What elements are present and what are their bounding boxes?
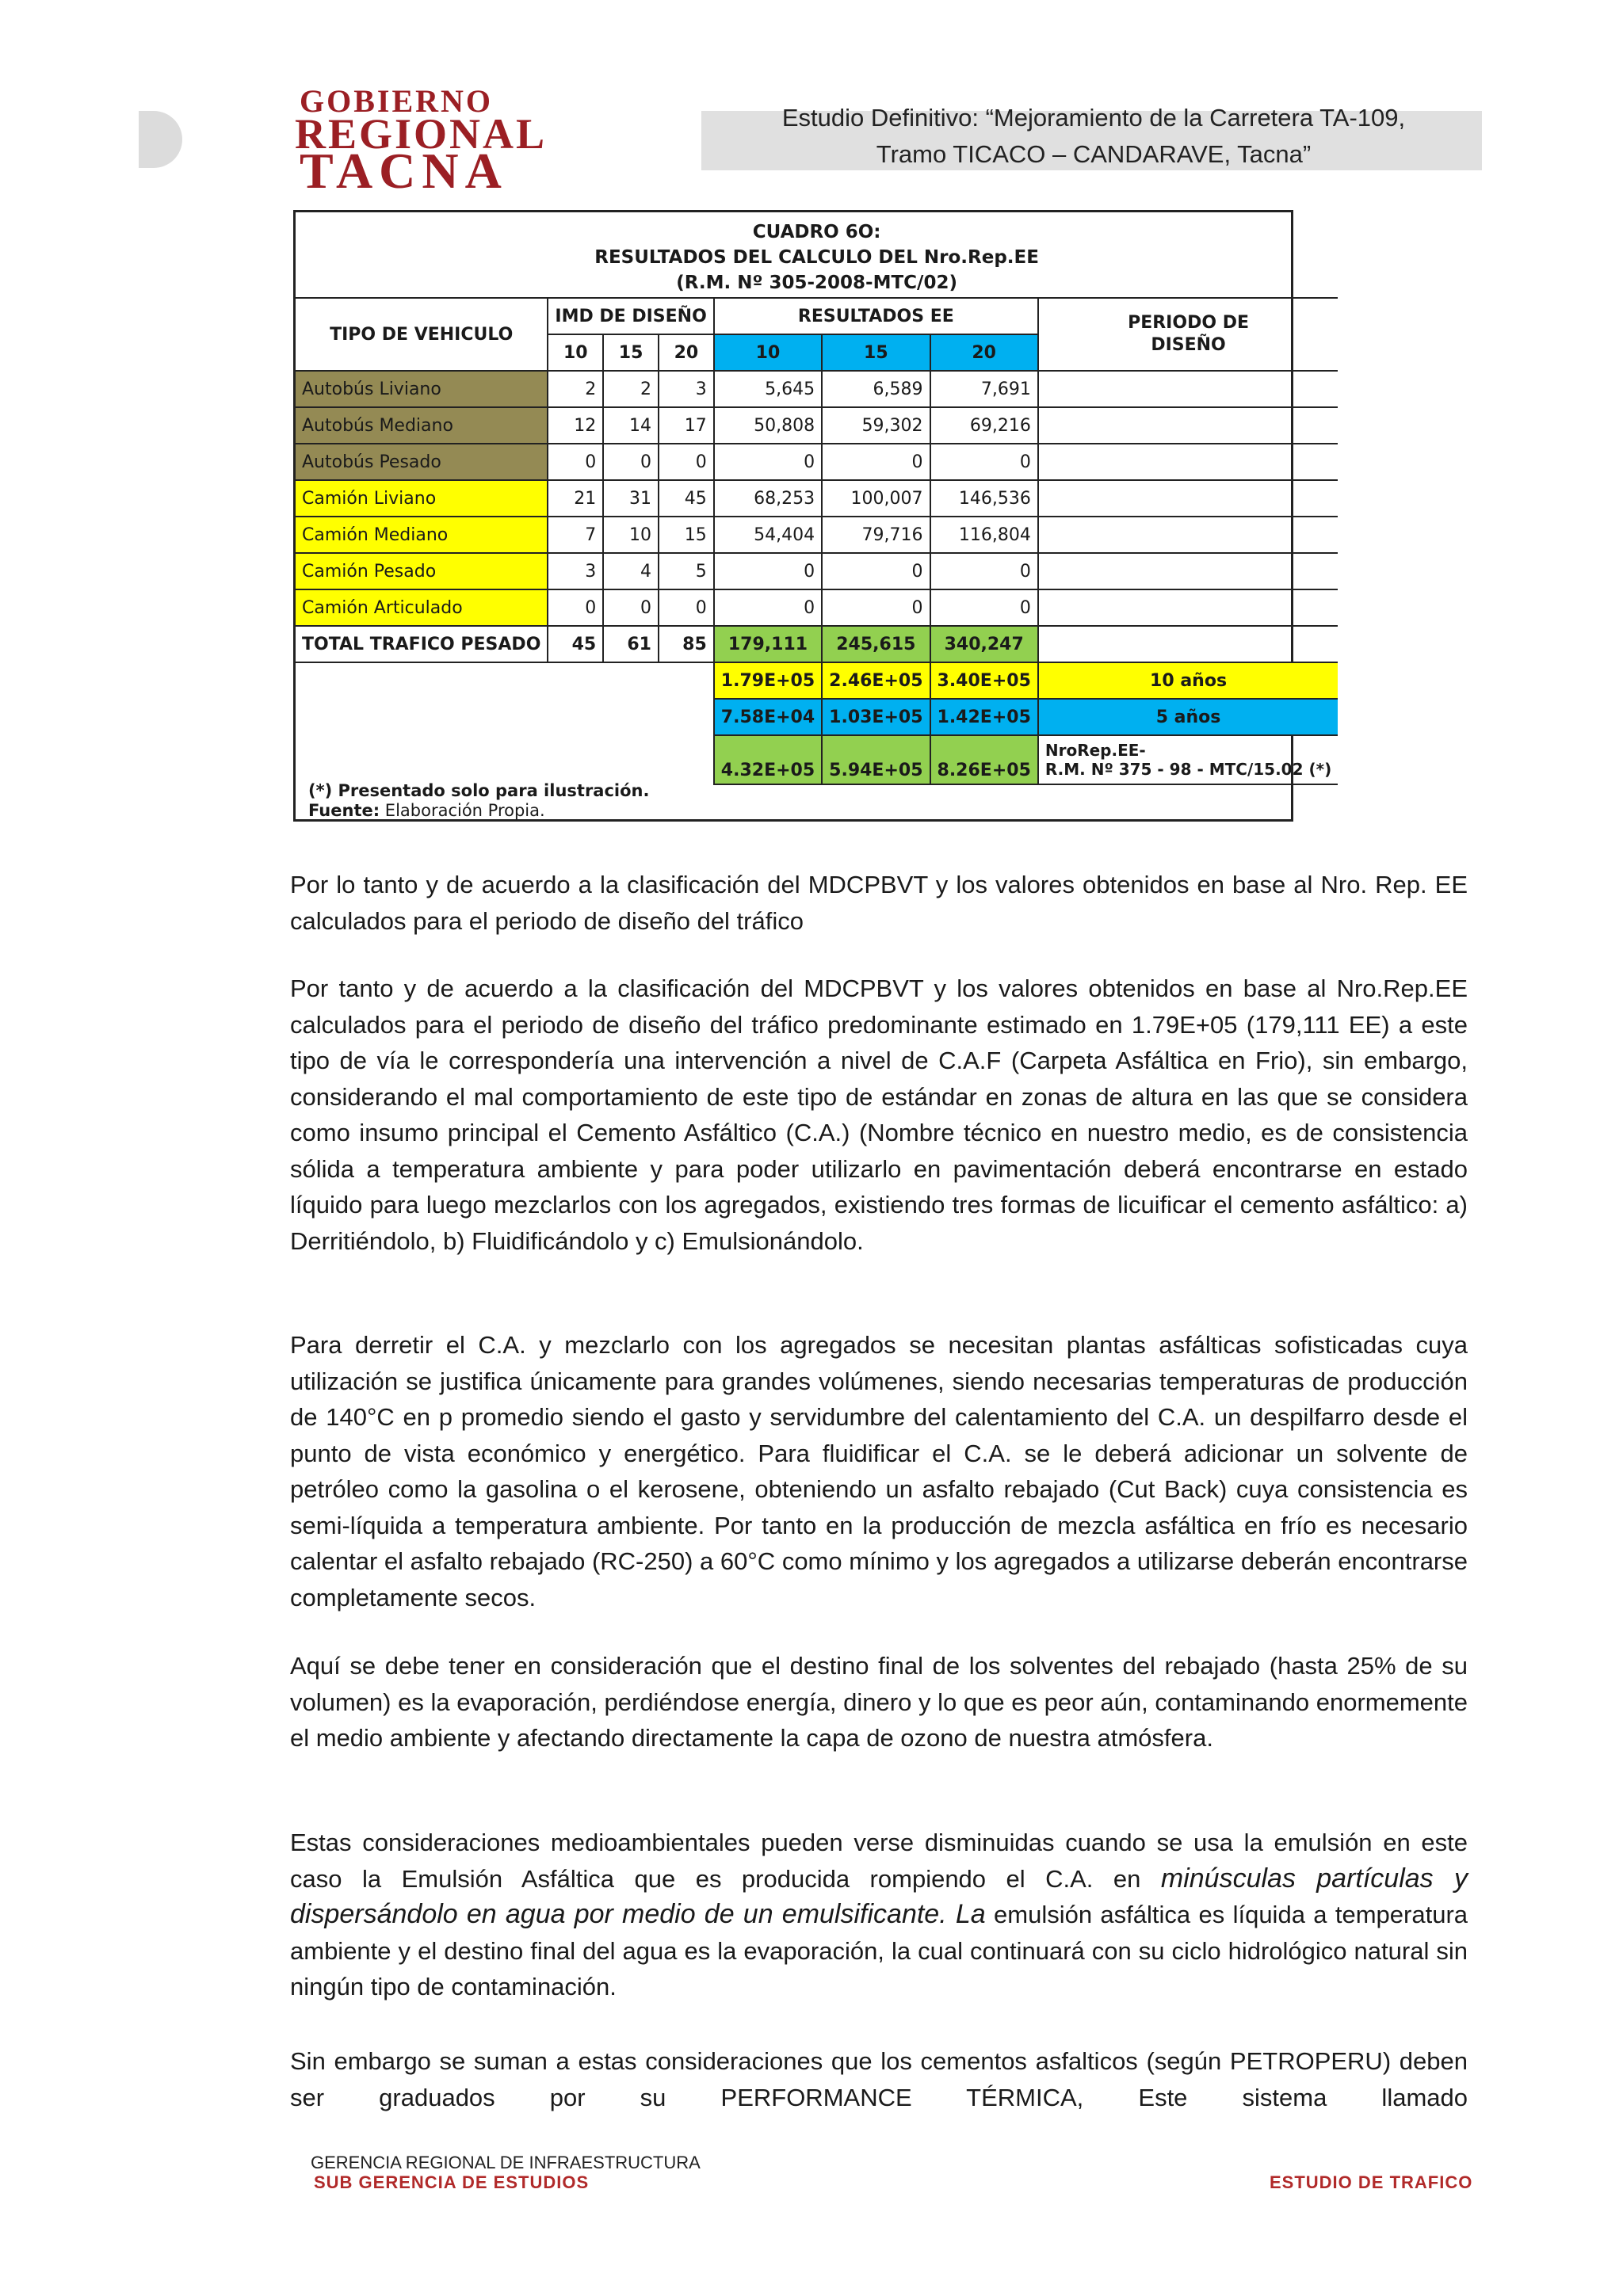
imd-cell: 21 (548, 480, 603, 517)
ee-cell: 50,808 (714, 407, 822, 444)
sci-cell: 1.03E+05 (822, 699, 930, 735)
imd-year-20: 20 (659, 334, 714, 371)
imd-cell: 0 (548, 444, 603, 480)
document-title (697, 100, 1490, 173)
logo-line-1: GOBIERNO (300, 83, 494, 119)
table-row (296, 517, 1338, 553)
document-title-line-1: Estudio Definitivo: “Mejoramiento de la Carretera TA-109, (781, 104, 1406, 132)
periodo-cell (1038, 517, 1338, 553)
vehicle-name: Camión Articulado (296, 589, 548, 626)
ee-cell: 0 (714, 553, 822, 589)
source-value: Elaboración Propia. (380, 801, 545, 820)
sci-cell: 3.40E+05 (930, 662, 1038, 699)
header-imd-diseno: IMD DE DISEÑO (548, 298, 713, 334)
footer-estudio-trafico: ESTUDIO DE TRAFICO (1270, 2172, 1473, 2192)
table-footnote (308, 781, 649, 821)
paragraph-3: Para derretir el C.A. y mezclarlo con los agregados se necesitan plantas asfálticas sofisticadas cuya utilización se justifica únicamente para grandes volúmenes, siendo necesarias temperaturas de producción de 140°C en p promedio siendo el gasto y servidumbre del calentamiento del C.A. un despilfarro desde el punto de vista económico y energético. Para fluidificar el C.A. se le deberá adicionar un solvente de petróleo como la gasolina o el kerosene, obteniendo un asfalto rebajado (Cut Back) cuya consistencia es semi-líquida a temperatura ambiente. Por tanto en la producción de mezcla asfáltica en frío es necesario calentar el asfalto rebajado (RC-250) a 60°C como mínimo y los agregados a utilizarse deberán encontrarse completamente secos. (290, 1331, 1468, 1611)
total-ee-cell: 340,247 (930, 626, 1038, 662)
periodo-nrorep-ee (1038, 735, 1338, 784)
sci-cell: 4.32E+05 (714, 735, 822, 784)
table-row (296, 553, 1338, 589)
imd-cell: 14 (603, 407, 659, 444)
ee-results-table (296, 212, 1338, 785)
paragraph-2: Por tanto y de acuerdo a la clasificación del MDCPBVT y los valores obtenidos en base al Nro.Rep.EE calculados para el periodo de diseño del tráfico predominante estimado en 1.79E+05 (179,111 EE) a este tipo de vía le correspondería una intervención a nivel de C.A.F (Carpeta Asfáltica en Frio), sin embargo, considerando el mal comportamiento de este tipo de estándar en zonas de altura en las que se considera como insumo principal el Cemento Asfáltico (C.A.) (Nombre técnico en nuestro medio, es de consistencia sólida a temperatura ambiente y para poder utilizarlo en pavimentación deberá encontrarse en estado líquido para luego mezclarlos con los agregados, existiendo tres formas de licuificar el cemento asfáltico: a) Derritiéndolo, b) Fluidificándolo y c) Emulsionándolo. (290, 974, 1468, 1255)
periodo-cell (1038, 626, 1338, 662)
footer-gerencia: GERENCIA REGIONAL DE INFRAESTRUCTURA (311, 2153, 701, 2172)
header-left-decoration (139, 111, 182, 168)
vehicle-name: Autobús Liviano (296, 371, 548, 407)
paragraph-5-italic: minúsculas partículas y dispersándolo en agua por medio de un emulsificante. La (290, 1863, 1468, 1929)
sci-row-10-anos (296, 662, 1338, 699)
ee-cell: 100,007 (822, 480, 930, 517)
ee-cell: 116,804 (930, 517, 1038, 553)
total-ee-cell: 179,111 (714, 626, 822, 662)
vehicle-name: Autobús Pesado (296, 444, 548, 480)
header-resultados-ee: RESULTADOS EE (714, 298, 1038, 334)
ee-year-15: 15 (822, 334, 930, 371)
source-label: Fuente: (308, 801, 380, 820)
total-ee-cell: 245,615 (822, 626, 930, 662)
ee-cell: 7,691 (930, 371, 1038, 407)
table-row (296, 480, 1338, 517)
footer-sub-gerencia: SUB GERENCIA DE ESTUDIOS (314, 2172, 590, 2192)
imd-cell: 0 (548, 589, 603, 626)
imd-cell: 2 (603, 371, 659, 407)
logo-line-3: TACNA (300, 143, 508, 199)
document-title-line-2: Tramo TICACO – CANDARAVE, Tacna” (876, 140, 1312, 168)
imd-cell: 0 (659, 444, 714, 480)
paragraph-5-part-3: emulsión asfáltica es líquida a temperatura ambiente y el destino final del agua es la evaporación, la cual continuará con su ciclo hidrológico natural sin ningún tipo de contaminación. (290, 1901, 1468, 2000)
periodo-5-anos: 5 años (1038, 699, 1338, 735)
imd-cell: 17 (659, 407, 714, 444)
sci-cell: 1.79E+05 (714, 662, 822, 699)
imd-cell: 5 (659, 553, 714, 589)
sci-cell: 7.58E+04 (714, 699, 822, 735)
ee-cell: 0 (930, 553, 1038, 589)
table-title (296, 212, 1338, 298)
table-title-line: (R.M. Nº 305-2008-MTC/02) (676, 272, 957, 293)
paragraph-6: Sin embargo se suman a estas consideraciones que los cementos asfalticos (según PETROPERU) deben ser graduados por su PERFORMANCE TÉRMICA, Este sistema llamado (290, 2047, 1468, 2111)
ee-cell: 146,536 (930, 480, 1038, 517)
vehicle-name: Autobús Mediano (296, 407, 548, 444)
gobierno-regional-tacna-logo (295, 83, 612, 199)
footnote-illustration: (*) Presentado solo para ilustración. (308, 781, 650, 800)
imd-year-10: 10 (548, 334, 603, 371)
table-title-line: CUADRO 6O: (752, 221, 881, 242)
imd-cell: 31 (603, 480, 659, 517)
ee-cell: 0 (930, 444, 1038, 480)
ee-year-10: 10 (714, 334, 822, 371)
table-row (296, 589, 1338, 626)
vehicle-name: Camión Pesado (296, 553, 548, 589)
nrorep-label-line-1: NroRep.EE- (1044, 741, 1146, 760)
ee-cell: 54,404 (714, 517, 822, 553)
ee-cell: 0 (714, 444, 822, 480)
imd-cell: 0 (603, 589, 659, 626)
sci-cell: 2.46E+05 (822, 662, 930, 699)
paragraph-5 (290, 1825, 1468, 2005)
total-imd-cell: 61 (603, 626, 659, 662)
paragraph-4: Aquí se debe tener en consideración que el destino final de los solventes del rebajado (hasta 25% de su volumen) es la evaporación, perdiéndose energía, dinero y lo que es peor aún, contaminando enormemente el medio ambiente y afectando directamente la capa de ozono de nuestra atmósfera. (290, 1652, 1468, 1752)
header-periodo-diseno: PERIODO DE DISEÑO (1038, 298, 1338, 371)
ee-cell: 6,589 (822, 371, 930, 407)
imd-cell: 3 (659, 371, 714, 407)
vehicle-name: Camión Liviano (296, 480, 548, 517)
sci-cell: 1.42E+05 (930, 699, 1038, 735)
periodo-10-anos: 10 años (1038, 662, 1338, 699)
ee-cell: 0 (822, 589, 930, 626)
table-row (296, 444, 1338, 480)
imd-cell: 2 (548, 371, 603, 407)
total-row (296, 626, 1338, 662)
periodo-cell (1038, 480, 1338, 517)
sci-cell: 5.94E+05 (822, 735, 930, 784)
imd-cell: 45 (659, 480, 714, 517)
imd-cell: 0 (659, 589, 714, 626)
imd-cell: 4 (603, 553, 659, 589)
table-title-line: RESULTADOS DEL CALCULO DEL Nro.Rep.EE (594, 246, 1039, 268)
ee-cell: 68,253 (714, 480, 822, 517)
ee-cell: 79,716 (822, 517, 930, 553)
ee-cell: 0 (930, 589, 1038, 626)
periodo-cell (1038, 407, 1338, 444)
imd-cell: 0 (603, 444, 659, 480)
ee-cell: 0 (822, 444, 930, 480)
blank-cell (296, 662, 714, 784)
periodo-cell (1038, 444, 1338, 480)
imd-year-15: 15 (603, 334, 659, 371)
table-row (296, 371, 1338, 407)
imd-cell: 7 (548, 517, 603, 553)
header-tipo-vehiculo: TIPO DE VEHICULO (296, 298, 548, 371)
ee-cell: 69,216 (930, 407, 1038, 444)
imd-cell: 12 (548, 407, 603, 444)
logo-line-2: REGIONAL (295, 110, 548, 158)
vehicle-name: Camión Mediano (296, 517, 548, 553)
ee-cell: 0 (714, 589, 822, 626)
ee-cell: 5,645 (714, 371, 822, 407)
paragraph-1: Por lo tanto y de acuerdo a la clasificación del MDCPBVT y los valores obtenidos en base al Nro. Rep. EE calculados para el periodo de diseño del tráfico (290, 871, 1468, 935)
nrorep-label-line-2: R.M. Nº 375 - 98 - MTC/15.02 (*) (1044, 760, 1332, 779)
paragraph-5-part-1: Estas consideraciones medioambientales pueden verse disminuidas cuando se usa la emulsión en este caso la Emulsión Asfáltica que es producida rompiendo el C.A. en (290, 1829, 1468, 1893)
imd-cell: 10 (603, 517, 659, 553)
total-imd-cell: 45 (548, 626, 603, 662)
ee-year-20: 20 (930, 334, 1038, 371)
table-row (296, 407, 1338, 444)
periodo-cell (1038, 371, 1338, 407)
total-imd-cell: 85 (659, 626, 714, 662)
imd-cell: 3 (548, 553, 603, 589)
periodo-cell (1038, 553, 1338, 589)
ee-cell: 0 (822, 553, 930, 589)
total-label: TOTAL TRAFICO PESADO (296, 626, 548, 662)
ee-cell: 59,302 (822, 407, 930, 444)
footnote-source (308, 801, 649, 821)
ee-results-table-frame (293, 210, 1332, 822)
sci-cell: 8.26E+05 (930, 735, 1038, 784)
periodo-cell (1038, 589, 1338, 626)
imd-cell: 15 (659, 517, 714, 553)
